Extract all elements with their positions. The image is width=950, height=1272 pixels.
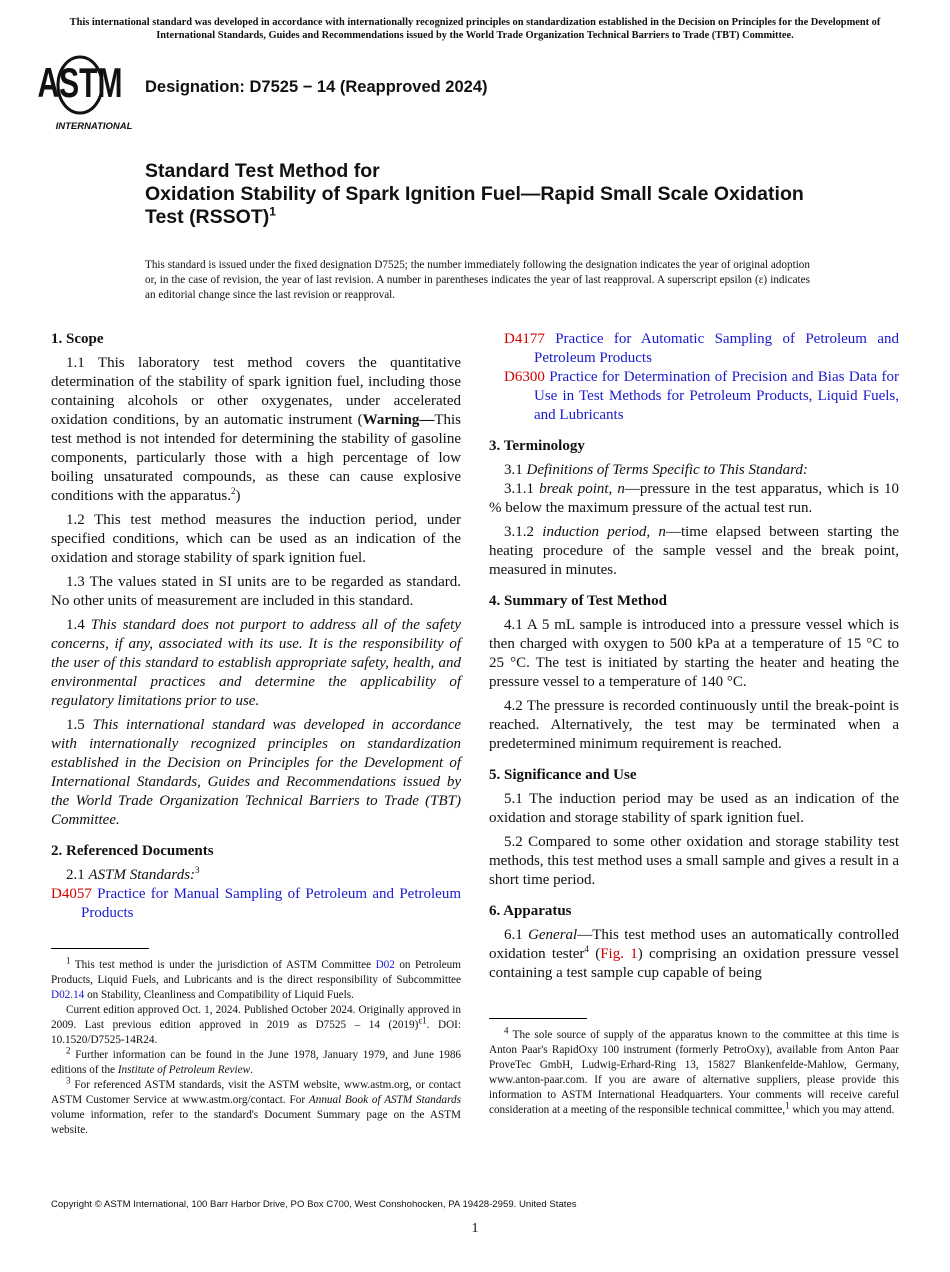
footnote-ref: 1 <box>269 204 276 219</box>
section-heading: 2. Referenced Documents <box>51 843 214 859</box>
document-title <box>145 160 845 229</box>
section-heading: 6. Apparatus <box>489 903 572 919</box>
paragraph: 1.3 The values stated in SI units are to be regarded as standard. No other units of measurement are included in this standard. <box>51 574 461 609</box>
paragraph: 6.1 General—This test method uses an automatically controlled oxidation tester$^4$ (Fig. 1) comprising an oxidation pressure vessel containing a test sample cup capable of being <box>489 927 899 981</box>
footnote-4: $^4$ The sole source of supply of the apparatus known to the committee at this time is Anton Paar's RapidOxy 100 instrument (formerly PetroOxy), available from Anton Paar ProveTec GmbH, Ludwig-Erhard-Ring 13, 15827 Blankenfelde-Mahlow, Germany, www.anton-paar.com. If you are aware of alternative suppliers, please provide this information to ASTM International Headquarters. Your comments will receive careful consideration at a meeting of the responsible technical committee,$^1$ which you may attend. <box>489 1025 899 1116</box>
footnotes-right <box>489 1025 899 1118</box>
left-column <box>51 330 461 923</box>
paragraph: 3.1 Definitions of Terms Specific to This Standard: <box>504 462 808 478</box>
footnote-rule <box>489 1018 587 1019</box>
footnote-2: $^2$ Further information can be found in the June 1978, January 1979, and June 1986 editions of the Institute of Petroleum Review. <box>51 1045 462 1076</box>
section-heading: 5. Significance and Use <box>489 767 637 783</box>
footnote-rule <box>51 948 149 949</box>
title-line: Standard Test Method for <box>145 160 380 182</box>
page-number: 1 <box>471 1221 479 1236</box>
footnote-1: $^1$ This test method is under the jurisdiction of ASTM Committee D02 on Petroleum Products, Liquid Fuels, and Lubricants and is the direct responsibility of Subcommittee D02.14 on Stability, Cleanliness and Compatibility of Liquid Fuels. <box>51 955 461 1001</box>
paragraph: 5.1 The induction period may be used as an indication of the oxidation and storage stability of spark ignition fuel. <box>489 791 899 826</box>
reference-item[interactable]: D6300 Practice for Determination of Precision and Bias Data for Use in Test Methods for Petroleum Products, Liquid Fuels, and Lubricants <box>504 369 900 423</box>
section-heading: 3. Terminology <box>489 438 585 454</box>
figure-link[interactable]: Fig. 1 <box>600 946 638 962</box>
section-heading: 1. Scope <box>51 331 104 347</box>
paragraph: 1.1 This laboratory test method covers the quantitative determination of the stability of spark ignition fuel, including those containing alcohols or other oxygenates, under accelerated oxidation conditions, by an automatic instrument (Warning—This test method is not intended for determining the stability of gasoline components, particularly those with a high percentage of low boiling unsaturated compounds, as these can cause explosive conditions with the apparatus.$^2$) <box>51 355 461 504</box>
paragraph: 1.2 This test method measures the induction period, under specified conditions, which can be used as an indication of the oxidation and storage stability of spark ignition fuel. <box>51 512 461 566</box>
paragraph: 4.1 A 5 mL sample is introduced into a pressure vessel which is then charged with oxygen to 500 kPa at a temperature of 15 °C to 25 °C. The test is initiated by starting the heater and heating the pressure vessel to a temperature of 140 °C. <box>489 617 899 690</box>
section-heading: 4. Summary of Test Method <box>489 593 667 609</box>
committee-link[interactable]: D02 <box>375 959 395 971</box>
reference-item[interactable]: D4177 Practice for Automatic Sampling of Petroleum and Petroleum Products <box>504 331 899 366</box>
right-column <box>489 330 899 988</box>
paragraph: 2.1 ASTM Standards:$^3$ <box>66 865 200 883</box>
issuance-note: This standard is issued under the fixed designation D7525; the number immediately following the designation indicates the year of original adoption or, in the case of revision, the year of last revision. A number in parentheses indicates the year of last reapproval. A superscript epsilon (ε) indicates an editorial change since the last revision or reapproval. <box>145 259 810 301</box>
title-main: Oxidation Stability of Spark Ignition Fuel—Rapid Small Scale Oxidation Test (RSSOT) <box>145 183 804 228</box>
footnote-3: $^3$ For referenced ASTM standards, visit the ASTM website, www.astm.org, or contact ASTM Customer Service at www.astm.org/contact. For Annual Book of ASTM Standards volume information, refer to the standard's Document Summary page on the ASTM website. <box>51 1075 461 1136</box>
paragraph: 5.2 Compared to some other oxidation and storage stability test methods, this test method uses a small sample and gives a result in a short time period. <box>489 834 899 888</box>
footnote-1-edition: Current edition approved Oct. 1, 2024. Published October 2024. Originally approved in 2009. Last previous edition approved in 2019 as D7525 – 14 $(2019)^{\varepsilon 1}$. DOI: 10.1520/D7525-14R24. <box>51 1004 461 1046</box>
reference-item[interactable]: D4057 Practice for Manual Sampling of Petroleum and Petroleum Products <box>51 886 461 921</box>
subcommittee-link[interactable]: D02.14 <box>51 989 85 1001</box>
astm-logo <box>37 55 134 133</box>
paragraph: 4.2 The pressure is recorded continuously until the break-point is reached. Alternatively, the test may be terminated when a predetermined minimum requirement is reached. <box>489 698 899 752</box>
designation: Designation: D7525 − 14 (Reapproved 2024) <box>145 78 488 96</box>
paragraph: 1.5 This international standard was developed in accordance with internationally recognized principles on standardization established in the Decision on Principles for the Development of International Standards, Guides and Recommendations issued by the World Trade Organization Technical Barriers to Trade (TBT) Committee. <box>51 717 462 828</box>
svg-text:ASTM: ASTM <box>37 59 123 107</box>
copyright: Copyright © ASTM International, 100 Barr Harbor Drive, PO Box C700, West Conshohocken, PA 19428-2959. United States <box>51 1199 577 1210</box>
svg-text:INTERNATIONAL: INTERNATIONAL <box>55 121 133 132</box>
paragraph: 1.4 This standard does not purport to address all of the safety concerns, if any, associated with its use. It is the responsibility of the user of this standard to establish appropriate safety, health, and environmental practices and determine the applicability of regulatory limitations prior to use. <box>51 617 461 709</box>
paragraph: 3.1.1 break point, n—pressure in the test apparatus, which is 10 % below the maximum pressure of the actual test run. <box>489 481 899 516</box>
footnotes-left <box>51 955 462 1138</box>
standard-notice: This international standard was developed in accordance with internationally recognized principles on standardization established in the Decision on Principles for the Development of International Standards, Guides and Recommendations issued by the World Trade Organization Technical Barriers to Trade (TBT) Committee. <box>69 17 881 41</box>
paragraph: 3.1.2 induction period, n—time elapsed between starting the heating procedure of the sample vessel and the break point, measured in minutes. <box>489 524 900 578</box>
